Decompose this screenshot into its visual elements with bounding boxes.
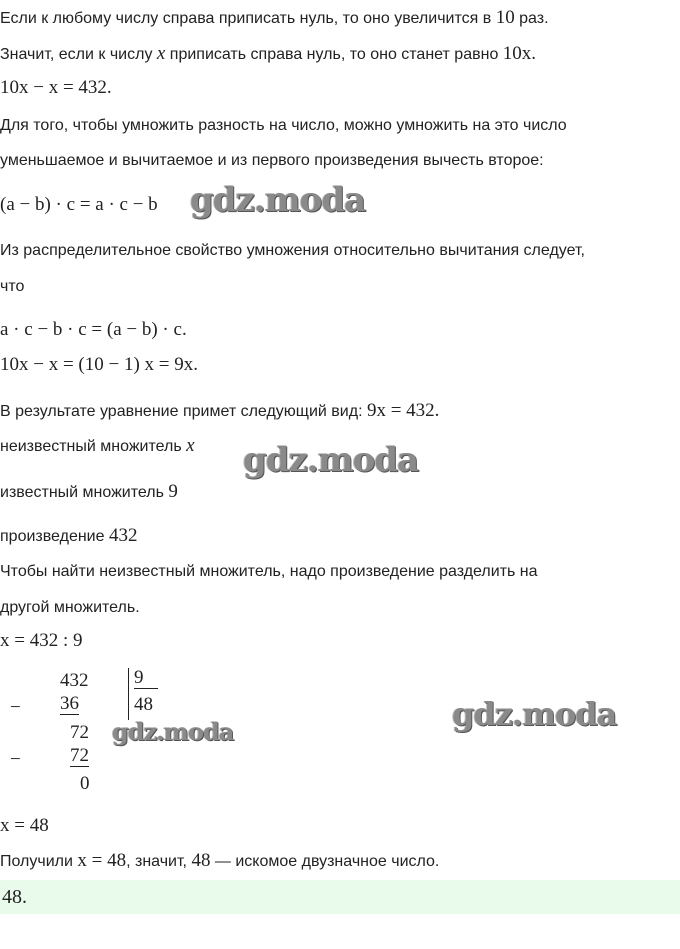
paragraph-10: произведение 432: [0, 525, 138, 546]
watermark-3: gdz.moda: [112, 717, 234, 746]
paragraph-8: неизвестный множитель x: [0, 435, 195, 456]
division-quotient: 48: [134, 694, 153, 715]
paragraph-5: Из распределительное свойство умножения относительно вычитания следует,: [0, 242, 585, 259]
division-remainder-1: 72: [70, 722, 89, 743]
answer-value: 48.: [2, 886, 27, 908]
equation-5: x = 432 : 9: [0, 630, 83, 651]
paragraph-3: Для того, чтобы умножить разность на число, можно умножить на это число: [0, 117, 567, 134]
paragraph-13: Получили x = 48, значит, 48 — искомое двузначное число.: [0, 850, 440, 871]
equation-1: 10x − x = 432.: [0, 77, 112, 98]
paragraph-7: В результате уравнение примет следующий вид: 9x = 432.: [0, 400, 440, 421]
division-remainder-2: 0: [80, 773, 90, 794]
equation-4: 10x − x = (10 − 1) x = 9x.: [0, 354, 199, 375]
division-dividend: 432: [60, 670, 89, 691]
equation-6: x = 48: [0, 815, 49, 836]
division-vertical-line: [128, 668, 129, 720]
paragraph-4: уменьшаемое и вычитаемое и из первого произведения вычесть второе:: [0, 152, 544, 169]
watermark-4: gdz.moda: [452, 695, 617, 733]
watermark-1: gdz.moda: [190, 180, 366, 220]
division-subtrahend-2: 72: [70, 745, 89, 766]
paragraph-11: Чтобы найти неизвестный множитель, надо произведение разделить на: [0, 563, 538, 580]
watermark-2: gdz.moda: [243, 440, 419, 480]
division-divisor: 9: [134, 668, 158, 689]
answer-box: [0, 880, 680, 914]
division-minus-1: −: [10, 697, 21, 718]
division-minus-2: −: [10, 749, 21, 770]
paragraph-9: известный множитель 9: [0, 481, 178, 502]
paragraph-2: Значит, если к числу x приписать справа нуль, то оно станет равно 10x.: [0, 43, 537, 64]
equation-3: a · c − b · c = (a − b) · c.: [0, 319, 187, 340]
paragraph-1: Если к любому числу справа приписать нуль, то оно увеличится в 10 раз.: [0, 7, 549, 28]
equation-2: (a − b) · c = a · c − b: [0, 194, 158, 215]
division-subtrahend-1: 36: [60, 693, 79, 714]
paragraph-12: другой множитель.: [0, 599, 140, 616]
paragraph-6: что: [0, 278, 25, 295]
